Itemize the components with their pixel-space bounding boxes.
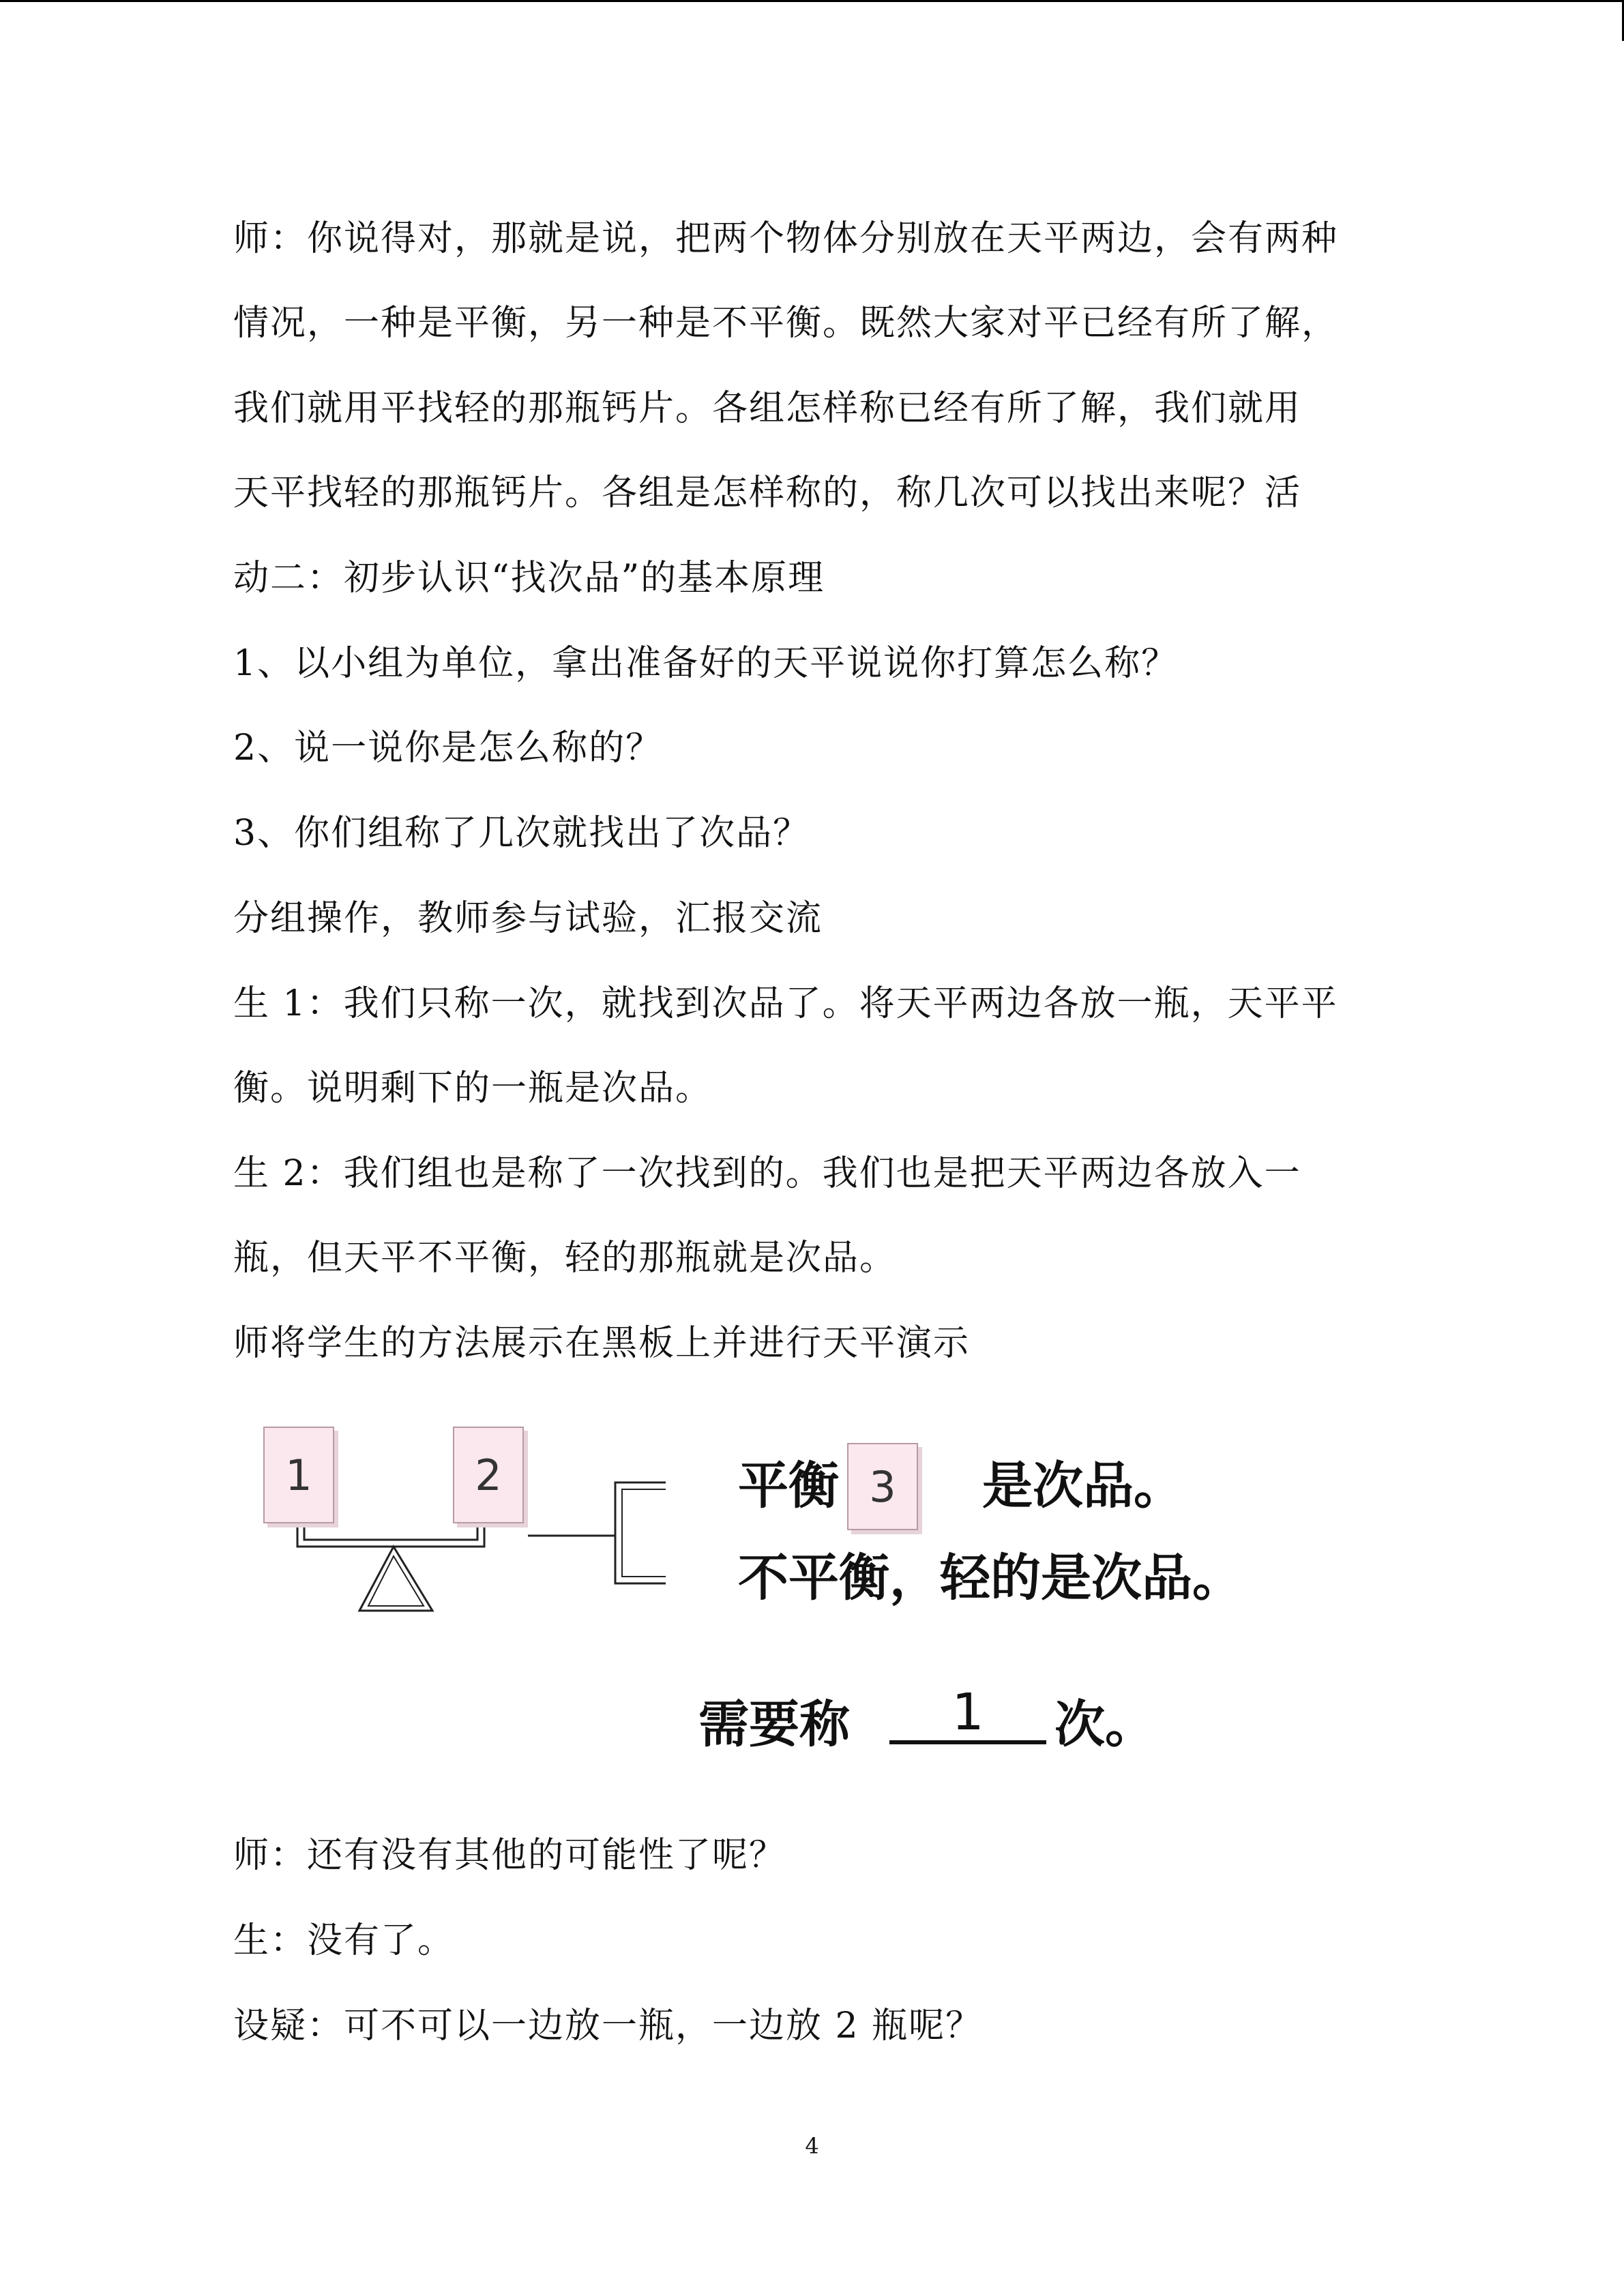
- after-line-1: 师：还有没有其他的可能性了呢？: [233, 1835, 786, 1876]
- after-line-3: 设疑：可不可以一边放一瓶，一边放 2 瓶呢？: [233, 2006, 983, 2046]
- paragraph-line-12: 生 2：我们组也是称了一次找到的。我们也是把天平两边各放入一: [233, 1153, 1301, 1194]
- paragraph-line-3: 我们就用平找轻的那瓶钙片。各组怎样称已经有所了解，我们就用: [233, 388, 1302, 429]
- paragraph-line-1: 师：你说得对，那就是说，把两个物体分别放在天平两边，会有两种: [233, 218, 1339, 259]
- case-balanced-suffix: 是次品。: [982, 1457, 1184, 1515]
- paragraph-line-14: 师将学生的方法展示在黑板上并进行天平演示: [233, 1323, 971, 1364]
- bottle-card-2: 2: [453, 1427, 524, 1523]
- paragraph-line-4: 天平找轻的那瓶钙片。各组是怎样称的，称几次可以找出来呢？活: [233, 473, 1302, 513]
- paragraph-line-7: 2、说一说你是怎么称的？: [233, 728, 663, 769]
- branch-bracket: [615, 1482, 666, 1583]
- paragraph-line-11: 衡。说明剩下的一瓶是次品。: [233, 1068, 713, 1109]
- paragraph-line-2: 情况，一种是平衡，另一种是不平衡。既然大家对平已经有所了解，: [233, 303, 1339, 344]
- balance-diagram: [233, 1398, 1393, 1780]
- case-unbalanced: 不平衡，轻的是次品。: [738, 1549, 1243, 1607]
- paragraph-line-10: 生 1：我们只称一次，就找到次品了。将天平两边各放一瓶，天平平: [233, 983, 1338, 1024]
- need-weigh-prefix: 需要称: [698, 1695, 850, 1754]
- branch-bracket-inner: [622, 1489, 666, 1577]
- paragraph-line-5: 动二：初步认识“找次品”的基本原理: [233, 558, 825, 599]
- paragraph-line-13: 瓶，但天平不平衡，轻的那瓶就是次品。: [233, 1238, 897, 1279]
- case-balanced-prefix: 平衡: [738, 1457, 839, 1515]
- paragraph-line-9: 分组操作，教师参与试验，汇报交流: [233, 898, 823, 939]
- top-border: [0, 0, 1624, 2]
- paragraph-line-6: 1、以小组为单位，拿出准备好的天平说说你打算怎么称？: [233, 643, 1179, 684]
- need-weigh-value: 1: [889, 1684, 1046, 1744]
- bottle-card-1: 1: [263, 1427, 334, 1523]
- paragraph-line-8: 3、你们组称了几次就找出了次品？: [233, 813, 810, 854]
- page-number: 4: [805, 2133, 819, 2159]
- after-line-2: 生：没有了。: [233, 1920, 455, 1961]
- bottle-card-3: 3: [847, 1443, 918, 1530]
- need-weigh-suffix: 次。: [1054, 1695, 1155, 1754]
